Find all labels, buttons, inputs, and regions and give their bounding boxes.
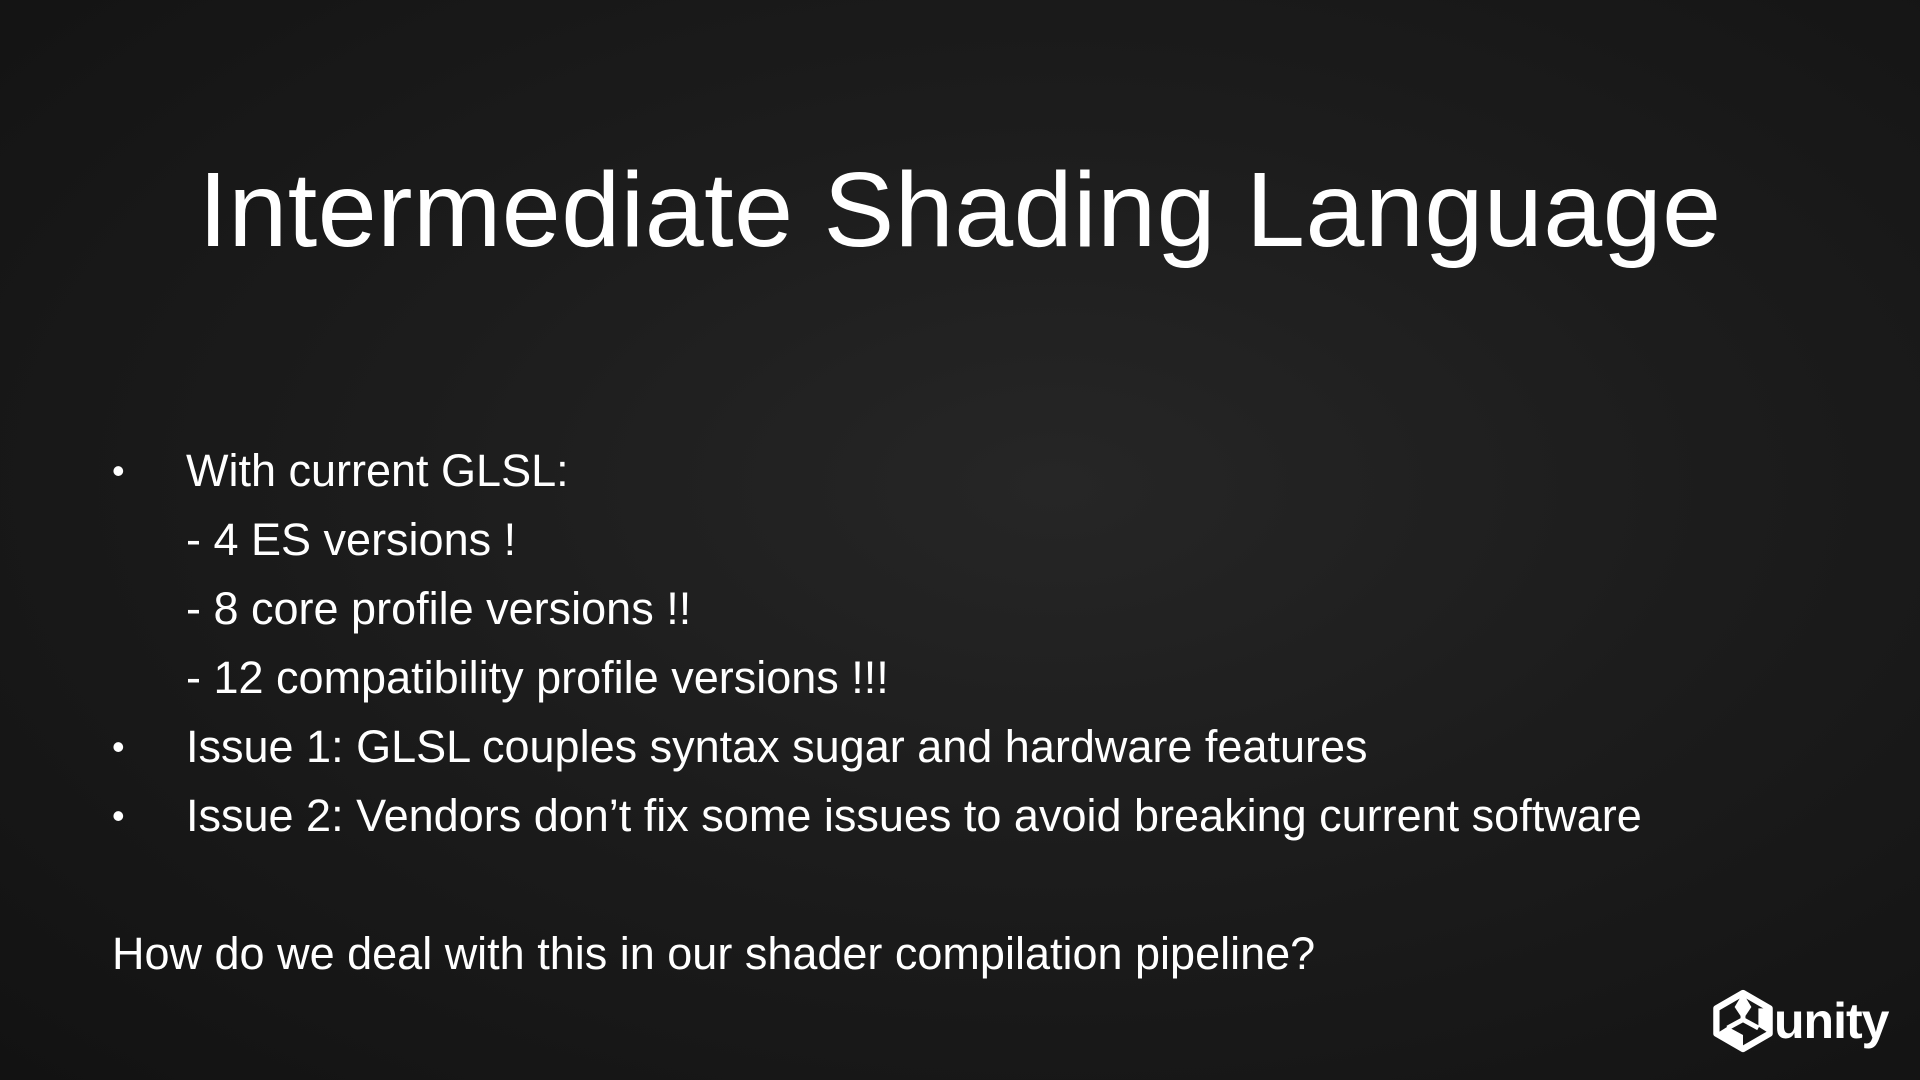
bullet-marker: • [112,795,125,836]
list-item [112,436,1852,505]
list-item-text: - 4 ES versions ! [186,514,517,565]
list-item-text: - 12 compatibility profile versions !!! [186,652,889,703]
list-item [112,574,1852,643]
list-item [112,643,1852,712]
list-item [112,505,1852,574]
unity-logo [1708,986,1888,1056]
closing-question: How do we deal with this in our shader compilation pipeline? [112,928,1316,979]
bullet-marker: • [112,726,125,767]
bullet-marker: • [112,450,125,491]
list-item-text: Issue 1: GLSL couples syntax sugar and hardware features [186,721,1368,772]
list-item-text: Issue 2: Vendors don’t fix some issues to avoid breaking current software [186,790,1642,841]
bullet-list [112,436,1852,850]
list-item [112,781,1852,850]
list-item-text: - 8 core profile versions !! [186,583,692,634]
unity-logo-text: unity [1774,993,1889,1049]
unity-cube-icon [1708,986,1778,1056]
list-item [112,712,1852,781]
list-item-text: With current GLSL: [186,445,569,496]
slide-title: Intermediate Shading Language [198,151,1722,269]
